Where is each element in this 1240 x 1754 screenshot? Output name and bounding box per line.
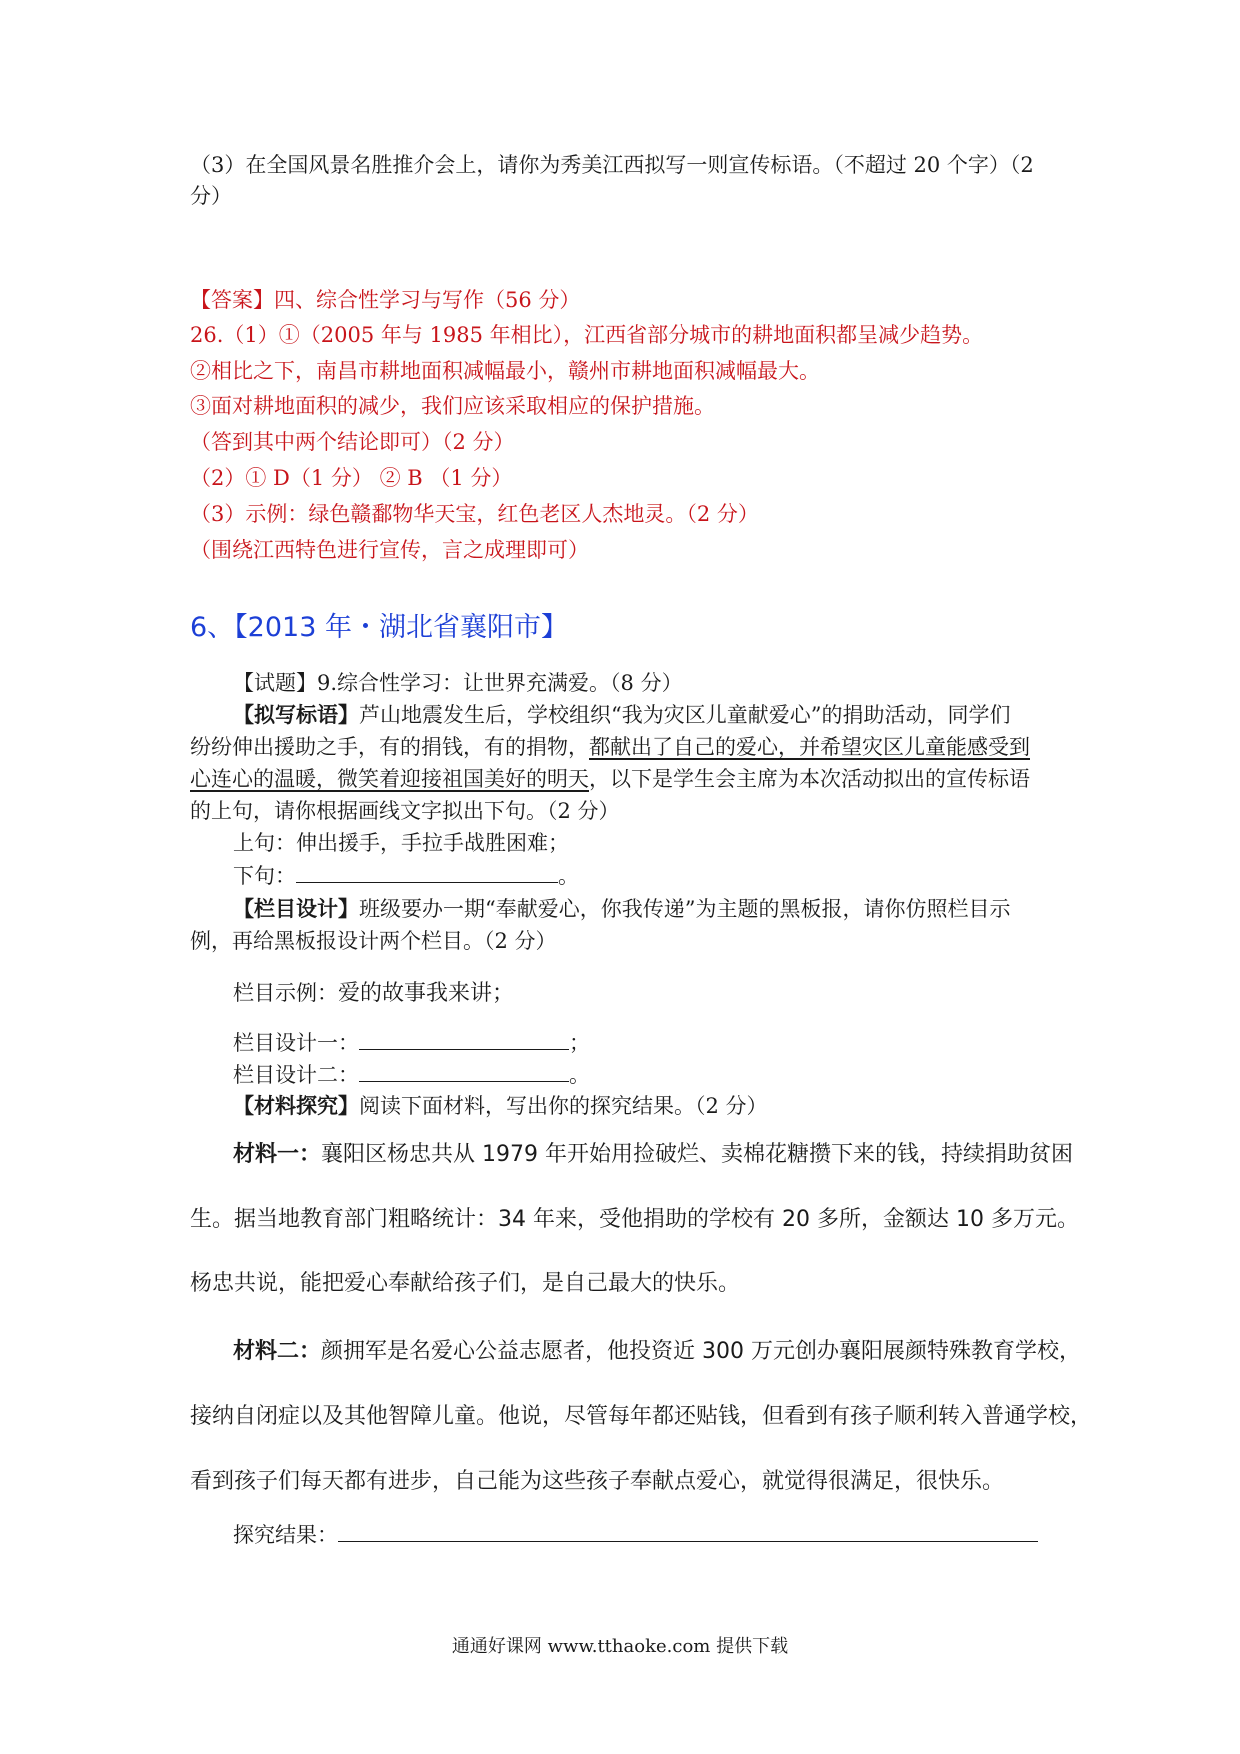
slogan-text: 纷纷伸出援助之手，有的捐钱，有的捐物， (190, 735, 589, 759)
answer-line: （2）① D（1 分） ② B （1 分） (190, 466, 513, 490)
column-text: 班级要办一期“奉献爱心，你我传递”为主题的黑板报，请你仿照栏目示 (359, 897, 1011, 921)
result-label: 探究结果： (233, 1523, 338, 1547)
material-2-text: 颜拥军是名爱心公益志愿者，他投资近 300 万元创办襄阳展颜特殊教育学校， (321, 1339, 1081, 1364)
question-title: 【试题】9.综合性学习：让世界充满爱。（8 分） (233, 671, 683, 695)
slogan-text: 芦山地震发生后，学校组织“我为灾区儿童献爱心”的捐助活动，同学们 (359, 703, 1011, 727)
column-example-value: 爱的故事我来讲； (338, 981, 515, 1006)
explore-instruction (233, 1091, 768, 1121)
material-1-text: 襄阳区杨忠共从 1979 年开始用捡破烂、卖棉花糖攒下来的钱，持续捐助贫困 (321, 1142, 1073, 1167)
answer-line: ③面对耕地面积的减少，我们应该采取相应的保护措施。 (190, 394, 715, 418)
column-design-2-end: 。 (569, 1063, 590, 1087)
slogan-para-line4: 的上句，请你根据画线文字拟出下句。（2 分） (190, 799, 620, 823)
column-design-1-blank[interactable] (359, 1027, 569, 1050)
slogan-para-line2 (190, 732, 1030, 762)
material-1-line3: 杨忠共说，能把爱心奉献给孩子们，是自己最大的快乐。 (190, 1271, 741, 1296)
column-example (233, 978, 514, 1009)
column-design-1-end: ； (569, 1031, 590, 1055)
material-2-line3: 看到孩子们每天都有进步，自己能为这些孩子奉献点爱心，就觉得很满足，很快乐。 (190, 1469, 1005, 1494)
question-3-line2: 分） (190, 184, 232, 208)
column-design-2-row (233, 1059, 590, 1090)
result-row (233, 1519, 1038, 1550)
answer-title: 四、综合性学习与写作（56 分） (274, 288, 581, 312)
explore-tag: 【材料探究】 (233, 1093, 359, 1118)
slogan-tag: 【拟写标语】 (233, 702, 359, 727)
answer-line: 26.（1）①（2005 年与 1985 年相比），江西省部分城市的耕地面积都呈减少趋势。 (190, 323, 984, 347)
underlined-text: 心连心的温暖，微笑着迎接祖国美好的明天 (190, 767, 589, 791)
result-blank[interactable] (338, 1519, 1038, 1542)
material-1-line2: 生。据当地教育部门粗略统计：34 年来，受他捐助的学校有 20 多所，金额达 10 多万元。 (190, 1207, 1079, 1232)
column-design-1-label: 栏目设计一： (233, 1031, 359, 1055)
material-1-line1 (233, 1140, 1073, 1170)
material-2-line1 (233, 1337, 1081, 1367)
column-design-1-row (233, 1027, 590, 1058)
lower-slogan-blank[interactable] (296, 860, 558, 883)
underlined-text: 都献出了自己的爱心，并希望灾区儿童能感受到 (589, 735, 1030, 759)
column-tag: 【栏目设计】 (233, 896, 359, 921)
answer-tag: 【答案】 (190, 288, 274, 312)
column-design-2-label: 栏目设计二： (233, 1063, 359, 1087)
column-design-2-blank[interactable] (359, 1059, 569, 1082)
slogan-text: ，以下是学生会主席为本次活动拟出的宣传标语 (589, 767, 1030, 791)
lower-slogan-label: 下句： (233, 864, 296, 888)
page-footer: 通通好课网 www.tthaoke.com 提供下载 (451, 1636, 789, 1657)
column-para-line1 (233, 894, 1010, 924)
question-3-line1: （3）在全国风景名胜推介会上，请你为秀美江西拟写一则宣传标语。（不超过 20 个字）（2 (190, 153, 1034, 177)
lower-slogan-row (233, 860, 579, 891)
answer-line: （答到其中两个结论即可）（2 分） (190, 430, 515, 454)
upper-slogan: 上句：伸出援手，手拉手战胜困难； (233, 831, 569, 855)
column-example-label: 栏目示例： (233, 981, 338, 1005)
material-2-tag: 材料二： (233, 1339, 322, 1364)
lower-slogan-end: 。 (558, 864, 579, 888)
material-2-line2: 接纳自闭症以及其他智障儿童。他说，尽管每年都还贴钱，但看到有孩子顺利转入普通学校， (190, 1404, 1093, 1429)
section-heading: 6、【2013 年・湖北省襄阳市】 (190, 612, 568, 643)
answer-header (190, 285, 580, 315)
column-para-line2: 例，再给黑板报设计两个栏目。（2 分） (190, 929, 557, 953)
answer-line: （围绕江西特色进行宣传，言之成理即可） (190, 538, 589, 562)
answer-line: ②相比之下，南昌市耕地面积减幅最小，赣州市耕地面积减幅最大。 (190, 359, 820, 383)
explore-text: 阅读下面材料，写出你的探究结果。（2 分） (359, 1094, 768, 1118)
answer-line: （3）示例：绿色赣鄱物华天宝，红色老区人杰地灵。（2 分） (190, 502, 759, 526)
material-1-tag: 材料一： (233, 1142, 322, 1167)
slogan-para-line1 (233, 700, 1010, 730)
slogan-para-line3 (190, 764, 1030, 794)
